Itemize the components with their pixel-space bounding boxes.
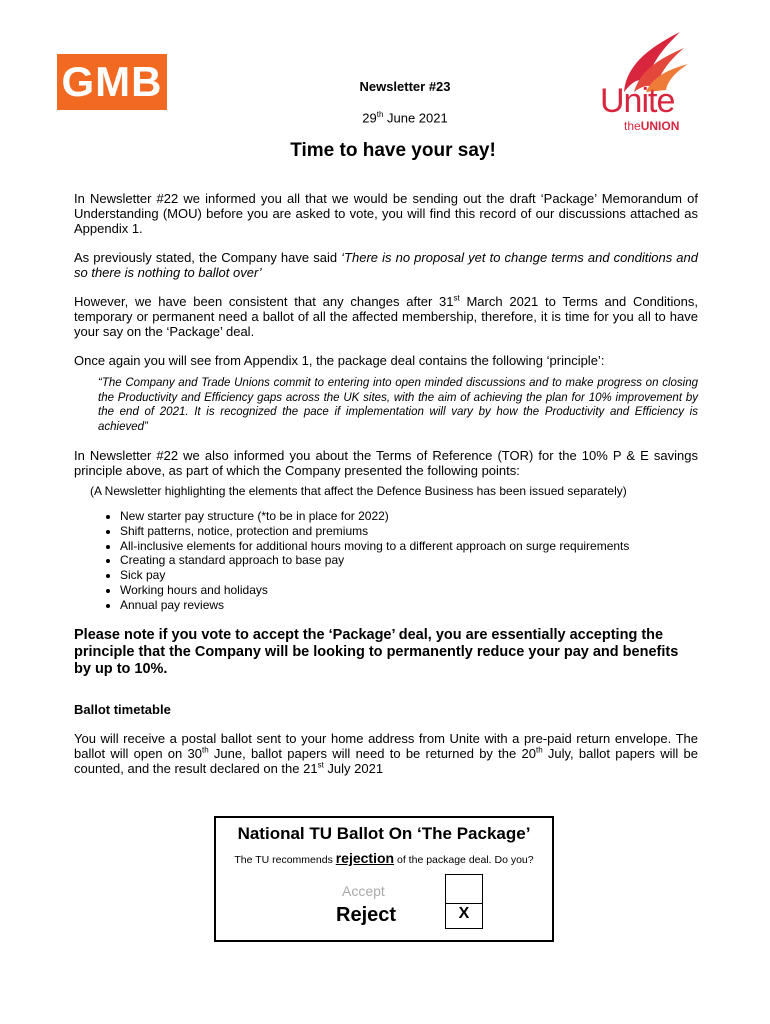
- newsletter-date: [20, 110, 770, 125]
- list-item: • Shift patterns, notice, protection and premiums: [120, 524, 698, 539]
- ballot-text-b: June, ballot papers will need to be returned by the 20: [208, 745, 536, 761]
- paragraph-ballot-need: [74, 294, 698, 339]
- gmb-logo-text: GMB: [61, 58, 163, 105]
- accept-option-label: Accept: [342, 883, 385, 899]
- rec-tail: of the package deal. Do you?: [394, 854, 534, 866]
- ballot-timetable-heading: Ballot timetable: [74, 701, 171, 717]
- ballot-timetable-text: [74, 731, 698, 776]
- reject-option-label: Reject: [336, 904, 397, 926]
- statement-quote: ‘There is no proposal yet to change terms and conditions and so there is nothing to ballot over’: [74, 250, 698, 280]
- paragraph-tor: In Newsletter #22 we also informed you about the Terms of Reference (TOR) for the 10% P & E savings principle above, as part of which the Company presented the following points:: [74, 448, 698, 478]
- rec-lead: The TU recommends: [234, 854, 336, 866]
- ballot-recommendation: [216, 850, 552, 866]
- statement-lead: As previously stated, the Company have said: [74, 250, 342, 265]
- ballot-need-b: March 2021 to Terms and Conditions, temporary or permanent need a ballot of all the affected membership, therefore, it is time for you all to have your say on the ‘Package’ deal.: [74, 294, 698, 339]
- defence-note: (A Newsletter highlighting the elements that affect the Defence Business has been issued separately): [90, 484, 627, 498]
- list-item: • Sick pay: [120, 568, 698, 583]
- unite-logo-word: Unite: [600, 82, 675, 120]
- unite-tagline-union: UNION: [640, 119, 680, 133]
- ballot-text-d: July 2021: [323, 760, 384, 776]
- unite-tagline-the: the: [624, 119, 641, 133]
- ballot-sup-2: th: [535, 745, 543, 755]
- reject-checkbox: X: [445, 902, 483, 929]
- newsletter-body: [74, 191, 698, 790]
- rec-rejection: rejection: [335, 850, 395, 866]
- newsletter-number: Newsletter #23: [359, 79, 451, 94]
- principle-quote: “The Company and Trade Unions commit to entering into open minded discussions and to make progress on closing the Productivity and Efficiency gaps across the UK sites, with the aim of achieving the plan for 10% improvement by the end of 2021. It is recognized the pace if implementation will vary by how the Productivity and Efficiency is achieved”: [98, 377, 698, 433]
- paragraph-company-statement: [74, 250, 698, 280]
- list-item: • New starter pay structure (*to be in place for 2022): [120, 509, 698, 524]
- page-title: Time to have your say!: [290, 140, 496, 161]
- paragraph-mou: In Newsletter #22 we informed you all that we would be sending out the draft ‘Package’ Memorandum of Understanding (MOU) before you are asked to vote, you will find this record of our discussions attached as Appendix 1.: [74, 191, 698, 236]
- date-day: 29: [362, 110, 377, 126]
- list-item: • Creating a standard approach to base pay: [120, 553, 698, 568]
- date-rest: June 2021: [383, 110, 448, 126]
- ballot-text-a: You will receive a postal ballot sent to your home address from Unite with a pre-paid return envelope. The ballot will open on 30: [74, 730, 698, 761]
- list-item: • Annual pay reviews: [120, 598, 698, 613]
- accept-checkbox: [445, 874, 483, 904]
- points-list: [74, 509, 698, 613]
- ballot-need-a: However, we have been consistent that any changes after 31: [74, 294, 454, 309]
- paragraph-principle-intro: Once again you will see from Appendix 1, the package deal contains the following ‘principle’:: [74, 353, 605, 368]
- ballot-need-sup: st: [453, 293, 460, 303]
- ballot-sup-1: th: [201, 745, 209, 755]
- ballot-box: [214, 816, 554, 942]
- list-item: • Working hours and holidays: [120, 583, 698, 598]
- list-item: • All-inclusive elements for additional hours moving to a different approach on surge requirements: [120, 539, 698, 554]
- ballot-sup-3: st: [317, 760, 324, 770]
- ballot-title: National TU Ballot On ‘The Package’: [237, 824, 531, 843]
- warning-paragraph: Please note if you vote to accept the ‘Package’ deal, you are essentially accepting the principle that the Company will be looking to permanently reduce your pay and benefits by up to 10%.: [74, 626, 679, 677]
- ballot-text-c: July, ballot papers will be counted, and the result declared on the 21: [74, 745, 698, 776]
- date-suffix: th: [376, 110, 384, 119]
